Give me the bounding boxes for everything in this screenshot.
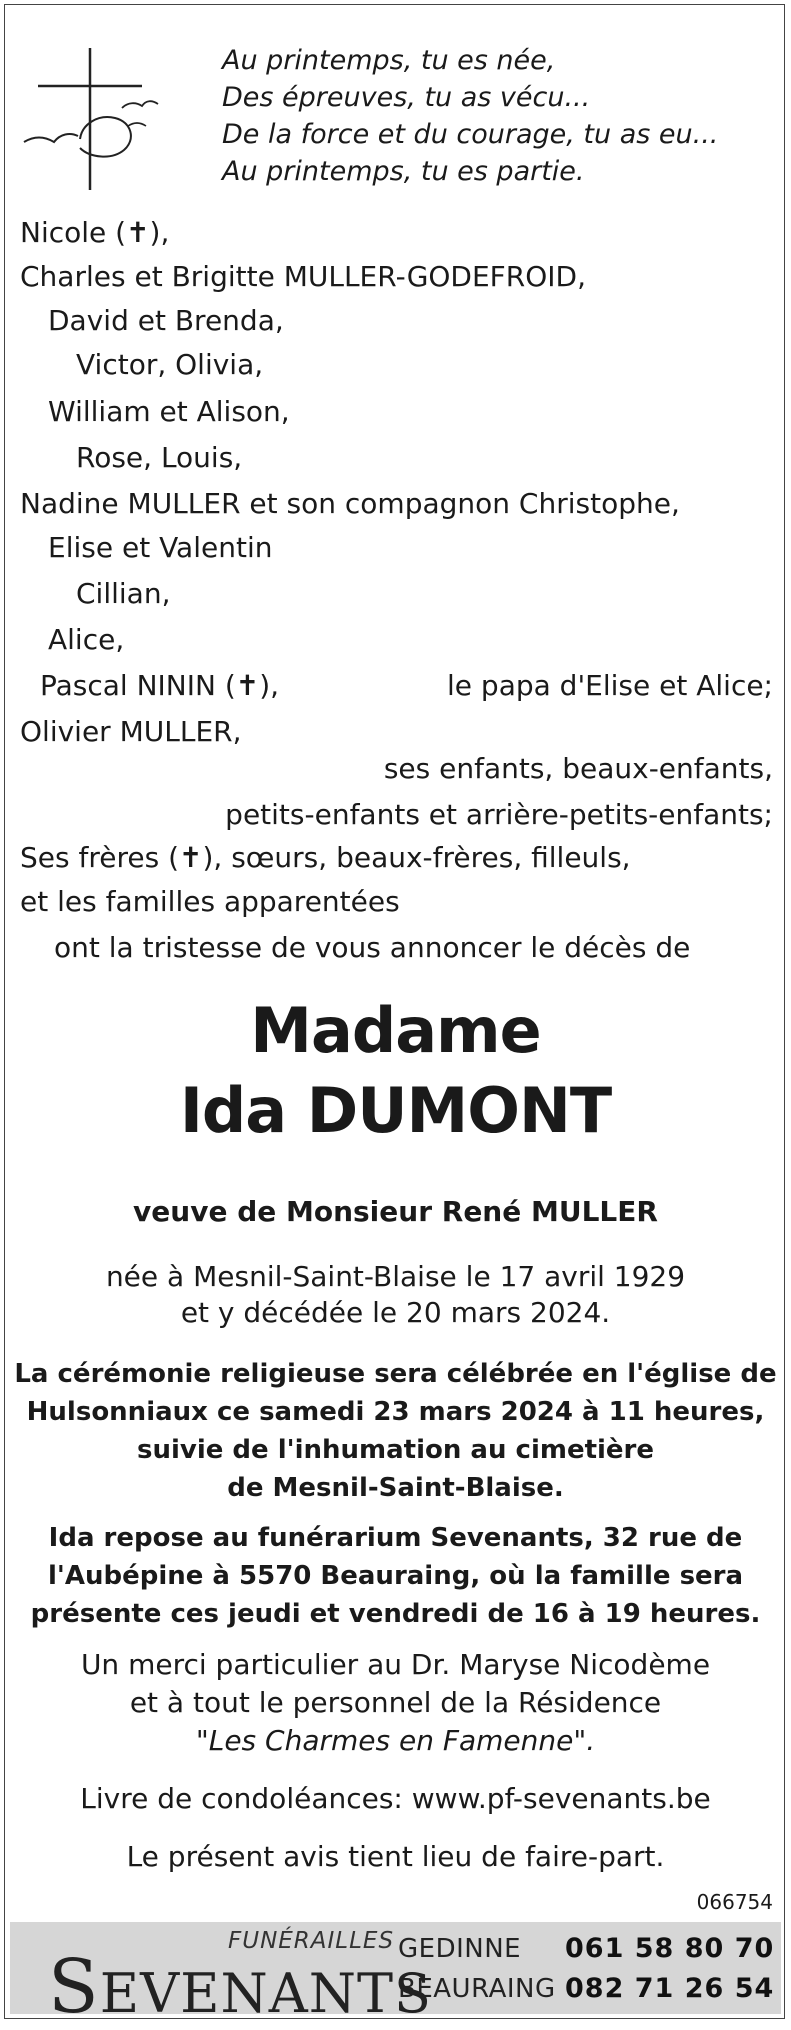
phone-gedinne: 061 58 80 70 bbox=[565, 1933, 775, 1964]
logo-initial: S bbox=[48, 1944, 100, 2030]
family-line: le papa d'Elise et Alice; bbox=[447, 669, 773, 702]
ceremony-line: suivie de l'inhumation au cimetière bbox=[136, 1435, 655, 1465]
reference-number: 066754 bbox=[696, 1890, 773, 1914]
family-line: et les familles apparentées bbox=[20, 885, 400, 918]
thanks-line: et à tout le personnel de la Résidence bbox=[129, 1686, 662, 1719]
family-line: Cillian, bbox=[76, 577, 171, 610]
family-line: William et Alison, bbox=[48, 395, 290, 428]
city-beauraing: BEAURAING bbox=[398, 1974, 556, 2004]
ceremony-line: La cérémonie religieuse sera célébrée en l'église de bbox=[14, 1359, 777, 1389]
notice-line: Le présent avis tient lieu de faire-part. bbox=[126, 1840, 665, 1873]
cross-emblem-icon bbox=[20, 44, 170, 194]
family-line: Charles et Brigitte MULLER-GODEFROID, bbox=[20, 260, 587, 293]
residence-name: "Les Charmes en Famenne". bbox=[195, 1724, 596, 1757]
funeral-home-banner bbox=[10, 1922, 781, 2030]
city-gedinne: GEDINNE bbox=[398, 1934, 522, 1964]
widow-line: veuve de Monsieur René MULLER bbox=[133, 1195, 658, 1228]
family-line: Ses frères (✝), sœurs, beaux-frères, filleuls, bbox=[20, 841, 631, 874]
deceased-name: Ida DUMONT bbox=[179, 1074, 612, 1147]
family-line: David et Brenda, bbox=[48, 304, 284, 337]
poem-line: Au printemps, tu es partie. bbox=[222, 156, 585, 187]
funerarium-line: l'Aubépine à 5570 Beauraing, où la famille sera bbox=[47, 1561, 744, 1591]
thanks-line: Un merci particulier au Dr. Maryse Nicodème bbox=[80, 1648, 711, 1681]
family-line: Victor, Olivia, bbox=[76, 348, 264, 381]
funeral-home-logo bbox=[48, 1944, 432, 2030]
phone-beauraing: 082 71 26 54 bbox=[565, 1973, 775, 2004]
family-line: Pascal NININ (✝), bbox=[40, 669, 280, 702]
family-line: petits-enfants et arrière-petits-enfants; bbox=[225, 798, 773, 831]
death-line: et y décédée le 20 mars 2024. bbox=[180, 1296, 611, 1329]
poem-line: De la force et du courage, tu as eu... bbox=[222, 119, 719, 150]
condolences-line: Livre de condoléances: www.pf-sevenants.be bbox=[80, 1782, 711, 1815]
funerarium-line: présente ces jeudi et vendredi de 16 à 19 heures. bbox=[30, 1599, 761, 1629]
family-line: Olivier MULLER, bbox=[20, 715, 242, 748]
family-line: Elise et Valentin bbox=[48, 531, 273, 564]
family-line: Rose, Louis, bbox=[76, 441, 243, 474]
ceremony-line: Hulsonniaux ce samedi 23 mars 2024 à 11 heures, bbox=[26, 1397, 765, 1427]
ceremony-line: de Mesnil-Saint-Blaise. bbox=[227, 1473, 564, 1503]
poem bbox=[222, 42, 718, 190]
family-line: Nadine MULLER et son compagnon Christophe, bbox=[20, 487, 680, 520]
poem-line: Au printemps, tu es née, bbox=[222, 45, 556, 76]
deceased-title: Madame bbox=[250, 994, 541, 1067]
funerarium-line: Ida repose au funérarium Sevenants, 32 rue de bbox=[48, 1523, 743, 1553]
logo-subtitle: FUNÉRAILLES bbox=[228, 1928, 395, 1954]
announcement-line: ont la tristesse de vous annoncer le décès de bbox=[54, 931, 691, 964]
poem-line: Des épreuves, tu as vécu... bbox=[222, 82, 591, 113]
family-line: Nicole (✝), bbox=[20, 216, 170, 249]
logo-rest: EVENANTS bbox=[99, 1962, 433, 2025]
family-line: ses enfants, beaux-enfants, bbox=[383, 752, 773, 785]
birth-line: née à Mesnil-Saint-Blaise le 17 avril 1929 bbox=[105, 1260, 686, 1293]
family-line: Alice, bbox=[48, 623, 125, 656]
